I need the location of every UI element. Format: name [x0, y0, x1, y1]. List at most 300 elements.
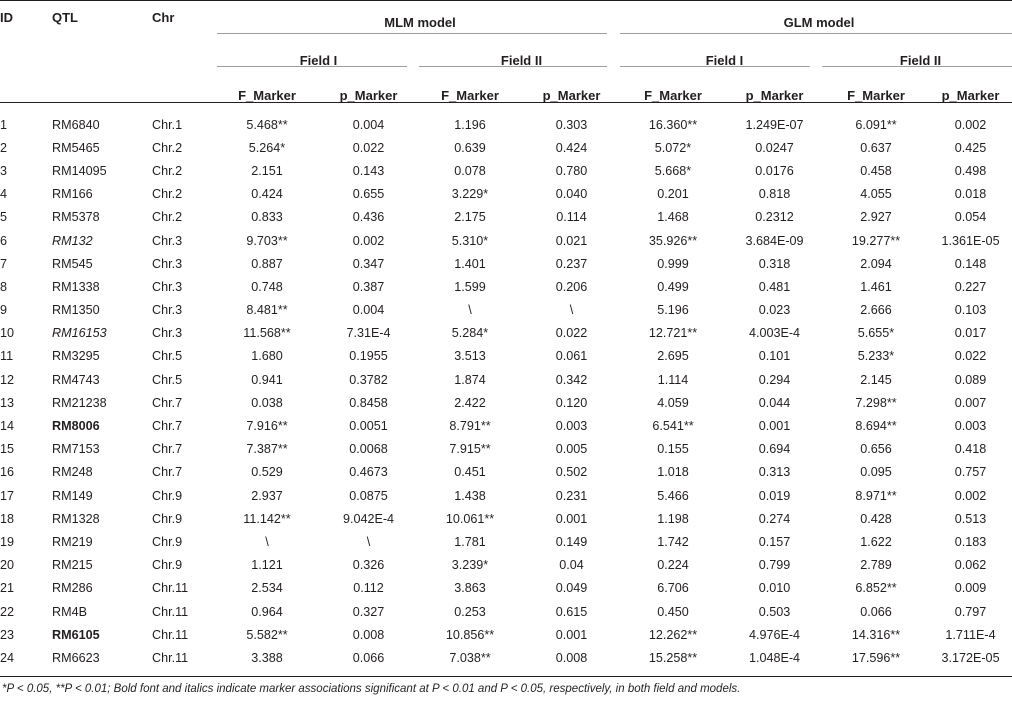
- cell-mlm-f1-p-marker: 0.002: [352, 233, 385, 248]
- cell-mlm-f2-p-marker: 0.206: [555, 279, 588, 294]
- cell-mlm-f1-f-marker: 0.941: [251, 372, 283, 387]
- cell-mlm-f1-p-marker: 0.655: [352, 187, 385, 202]
- cell-glm-f1-p-marker: 0.0176: [755, 163, 794, 178]
- cell-glm-f1-p-marker: 0.274: [758, 511, 791, 526]
- cell-id: 16: [0, 465, 15, 480]
- cell-chr: Chr.2: [152, 163, 183, 178]
- cell-id: 2: [0, 140, 8, 155]
- table-row: [0, 368, 1012, 391]
- cell-qtl: RM286: [52, 581, 93, 596]
- header-bottom-rule: [0, 102, 1012, 103]
- cell-glm-f2-f-marker: 17.596**: [851, 650, 901, 665]
- cell-mlm-f1-f-marker: 11.142**: [243, 511, 291, 526]
- cell-id: 8: [0, 279, 8, 294]
- cell-mlm-f1-p-marker: 0.004: [352, 303, 385, 318]
- cell-glm-f1-p-marker: 0.044: [758, 395, 791, 410]
- cell-mlm-f1-p-marker: 0.0068: [349, 442, 388, 457]
- cell-chr: Chr.9: [152, 534, 183, 549]
- cell-qtl: RM545: [52, 256, 93, 271]
- table-row: [0, 438, 1012, 461]
- cell-mlm-f1-f-marker: 2.937: [251, 488, 283, 503]
- cell-mlm-f2-f-marker: 1.874: [454, 372, 486, 387]
- cell-glm-f1-f-marker: 5.196: [657, 303, 689, 318]
- cell-glm-f2-p-marker: 0.498: [954, 163, 987, 178]
- cell-chr: Chr.5: [152, 372, 183, 387]
- cell-mlm-f2-f-marker: 3.513: [454, 349, 486, 364]
- cell-glm-f1-f-marker: 6.706: [657, 581, 689, 596]
- cell-glm-f2-p-marker: 0.054: [954, 210, 987, 225]
- cell-glm-f2-f-marker: 2.094: [860, 256, 892, 271]
- table-row: [0, 275, 1012, 298]
- cell-glm-f2-f-marker: 8.694**: [855, 419, 897, 434]
- cell-glm-f2-f-marker: 5.233*: [857, 349, 895, 364]
- footnote: *P < 0.05, **P < 0.01; Bold font and italics indicate marker associations significant at P < 0.01 and P < 0.05, respectively, in both field and models.: [2, 683, 741, 695]
- cell-mlm-f1-f-marker: 0.529: [251, 465, 283, 480]
- cell-id: 10: [0, 326, 15, 341]
- cell-mlm-f1-f-marker: 0.424: [251, 187, 283, 202]
- cell-mlm-f1-f-marker: 2.534: [251, 581, 283, 596]
- cell-mlm-f1-p-marker: 7.31E-4: [346, 326, 391, 341]
- header-p-marker: p_Marker: [542, 87, 601, 103]
- cell-mlm-f1-p-marker: 0.0875: [349, 488, 388, 503]
- cell-chr: Chr.7: [152, 442, 183, 457]
- cell-mlm-f2-p-marker: \: [569, 303, 574, 318]
- cell-id: 12: [0, 372, 15, 387]
- cell-id: 15: [0, 442, 15, 457]
- cell-glm-f1-p-marker: 0.2312: [755, 210, 794, 225]
- cell-glm-f2-f-marker: 6.091**: [855, 117, 897, 132]
- cell-qtl: RM5378: [52, 210, 100, 225]
- table-row: [0, 623, 1012, 646]
- table-row: [0, 391, 1012, 414]
- cell-glm-f1-f-marker: 15.258**: [648, 650, 698, 665]
- cell-mlm-f1-f-marker: 1.121: [251, 558, 283, 573]
- cell-id: 9: [0, 303, 8, 318]
- cell-glm-f2-p-marker: 0.089: [954, 372, 987, 387]
- header-p-marker: p_Marker: [339, 87, 398, 103]
- header-f-marker: F_Marker: [644, 87, 702, 103]
- glm-field1-underline: [620, 66, 810, 67]
- cell-mlm-f2-p-marker: 0.040: [555, 187, 588, 202]
- cell-glm-f2-p-marker: 0.418: [954, 442, 987, 457]
- cell-mlm-f2-p-marker: 0.615: [555, 604, 588, 619]
- cell-glm-f2-f-marker: 0.458: [860, 163, 892, 178]
- header-f-marker: F_Marker: [238, 87, 296, 103]
- header-mlm-field-1: Field I: [299, 53, 338, 68]
- cell-glm-f1-p-marker: 0.481: [758, 279, 791, 294]
- table-row: [0, 206, 1012, 229]
- cell-glm-f2-p-marker: 0.002: [954, 488, 987, 503]
- cell-glm-f1-p-marker: 0.313: [758, 465, 791, 480]
- header-glm-model: GLM model: [783, 14, 855, 30]
- top-rule: [0, 0, 1012, 1]
- cell-chr: Chr.3: [152, 233, 183, 248]
- cell-chr: Chr.7: [152, 395, 183, 410]
- table-row: [0, 484, 1012, 507]
- cell-glm-f2-f-marker: 8.971**: [855, 488, 897, 503]
- cell-glm-f1-f-marker: 12.262**: [648, 627, 698, 642]
- header-f-marker: F_Marker: [847, 87, 905, 103]
- cell-id: 20: [0, 558, 15, 573]
- cell-glm-f1-f-marker: 2.695: [657, 349, 689, 364]
- cell-glm-f2-p-marker: 0.017: [954, 326, 987, 341]
- cell-id: 18: [0, 511, 15, 526]
- cell-mlm-f2-p-marker: 0.502: [555, 465, 588, 480]
- cell-mlm-f1-p-marker: 0.436: [352, 210, 385, 225]
- cell-id: 17: [0, 488, 15, 503]
- cell-mlm-f1-f-marker: 0.833: [251, 210, 283, 225]
- cell-mlm-f2-f-marker: 10.856**: [445, 627, 495, 642]
- cell-chr: Chr.3: [152, 256, 183, 271]
- table-row: [0, 554, 1012, 577]
- cell-id: 24: [0, 650, 15, 665]
- cell-qtl: RM5465: [52, 140, 100, 155]
- cell-qtl: RM14095: [52, 163, 107, 178]
- table-row: [0, 252, 1012, 275]
- cell-mlm-f1-f-marker: 7.387**: [246, 442, 288, 457]
- cell-glm-f2-f-marker: 0.066: [860, 604, 892, 619]
- cell-mlm-f1-p-marker: 0.112: [353, 581, 384, 596]
- cell-mlm-f1-p-marker: 0.3782: [349, 372, 388, 387]
- cell-mlm-f2-p-marker: 0.049: [555, 581, 588, 596]
- cell-mlm-f1-p-marker: 0.4673: [349, 465, 388, 480]
- cell-glm-f2-p-marker: 0.007: [954, 395, 987, 410]
- cell-glm-f2-p-marker: 1.711E-4: [945, 627, 996, 642]
- cell-mlm-f2-f-marker: 0.451: [454, 465, 486, 480]
- cell-qtl: RM6623: [52, 650, 100, 665]
- cell-glm-f2-f-marker: 0.637: [860, 140, 892, 155]
- cell-qtl: RM1338: [52, 279, 100, 294]
- cell-mlm-f2-f-marker: 0.078: [454, 163, 486, 178]
- cell-qtl: RM6840: [52, 117, 100, 132]
- cell-mlm-f2-p-marker: 0.424: [555, 140, 588, 155]
- cell-id: 6: [0, 233, 8, 248]
- cell-mlm-f1-p-marker: 0.143: [352, 163, 385, 178]
- cell-mlm-f1-f-marker: 1.680: [251, 349, 283, 364]
- cell-chr: Chr.7: [152, 419, 183, 434]
- cell-mlm-f1-f-marker: 0.964: [251, 604, 283, 619]
- cell-glm-f1-p-marker: 1.249E-07: [745, 117, 804, 132]
- cell-glm-f2-f-marker: 4.055: [860, 187, 892, 202]
- cell-mlm-f2-f-marker: 1.438: [454, 488, 486, 503]
- cell-mlm-f2-f-marker: 2.175: [454, 210, 486, 225]
- cell-glm-f1-p-marker: 0.023: [758, 303, 791, 318]
- cell-glm-f1-f-marker: 6.541**: [652, 419, 694, 434]
- cell-mlm-f2-p-marker: 0.003: [555, 419, 588, 434]
- cell-glm-f2-f-marker: 14.316**: [851, 627, 901, 642]
- cell-glm-f1-p-marker: 0.294: [758, 372, 791, 387]
- cell-id: 7: [0, 256, 8, 271]
- cell-qtl: RM8006: [52, 419, 100, 434]
- header-chr: Chr: [152, 10, 175, 25]
- cell-mlm-f2-p-marker: 0.061: [555, 349, 588, 364]
- cell-mlm-f2-p-marker: 0.022: [555, 326, 588, 341]
- cell-glm-f2-f-marker: 1.461: [860, 279, 892, 294]
- cell-mlm-f1-p-marker: 0.0051: [349, 419, 388, 434]
- table-row: [0, 159, 1012, 182]
- header-mlm-field-2: Field II: [500, 53, 543, 68]
- cell-glm-f1-f-marker: 5.668*: [654, 163, 692, 178]
- cell-glm-f2-p-marker: 0.148: [954, 256, 987, 271]
- cell-mlm-f1-f-marker: 0.887: [251, 256, 283, 271]
- cell-glm-f1-f-marker: 16.360**: [648, 117, 698, 132]
- cell-mlm-f2-f-marker: 1.599: [454, 279, 486, 294]
- cell-glm-f1-f-marker: 0.201: [657, 187, 689, 202]
- cell-chr: Chr.1: [152, 117, 183, 132]
- cell-mlm-f2-p-marker: 0.008: [555, 650, 588, 665]
- cell-chr: Chr.7: [152, 465, 183, 480]
- cell-id: 3: [0, 163, 8, 178]
- table-row: [0, 299, 1012, 322]
- cell-glm-f1-p-marker: 0.019: [758, 488, 791, 503]
- cell-glm-f2-f-marker: 6.852**: [855, 581, 897, 596]
- cell-mlm-f1-f-marker: 5.264*: [248, 140, 286, 155]
- cell-glm-f2-p-marker: 0.062: [954, 558, 987, 573]
- cell-mlm-f2-p-marker: 0.342: [555, 372, 588, 387]
- cell-glm-f2-p-marker: 0.425: [954, 140, 987, 155]
- cell-mlm-f2-f-marker: 5.310*: [451, 233, 489, 248]
- cell-id: 1: [0, 117, 8, 132]
- cell-chr: Chr.11: [152, 627, 189, 642]
- cell-mlm-f2-p-marker: 0.005: [555, 442, 588, 457]
- cell-glm-f1-p-marker: 0.0247: [755, 140, 794, 155]
- cell-chr: Chr.9: [152, 558, 183, 573]
- cell-glm-f2-f-marker: 2.927: [860, 210, 892, 225]
- cell-chr: Chr.9: [152, 511, 183, 526]
- cell-qtl: RM3295: [52, 349, 100, 364]
- cell-id: 19: [0, 534, 15, 549]
- mlm-field2-underline: [419, 66, 607, 67]
- cell-mlm-f1-p-marker: 0.066: [352, 650, 385, 665]
- cell-mlm-f1-p-marker: 0.387: [352, 279, 385, 294]
- cell-glm-f1-f-marker: 1.742: [657, 534, 689, 549]
- cell-glm-f2-p-marker: 1.361E-05: [941, 233, 1000, 248]
- cell-glm-f1-f-marker: 0.450: [657, 604, 689, 619]
- table-row: [0, 577, 1012, 600]
- cell-glm-f1-f-marker: 0.999: [657, 256, 689, 271]
- cell-mlm-f1-f-marker: 8.481**: [246, 303, 288, 318]
- cell-mlm-f2-p-marker: 0.114: [556, 210, 587, 225]
- table-row: [0, 461, 1012, 484]
- cell-mlm-f1-p-marker: 0.347: [352, 256, 385, 271]
- cell-id: 13: [0, 395, 15, 410]
- cell-glm-f2-f-marker: 2.666: [860, 303, 892, 318]
- cell-glm-f2-p-marker: 0.513: [954, 511, 987, 526]
- cell-glm-f1-f-marker: 0.224: [657, 558, 689, 573]
- header-glm-field-2: Field II: [899, 53, 942, 68]
- cell-glm-f2-p-marker: 0.757: [954, 465, 987, 480]
- cell-mlm-f2-p-marker: 0.780: [555, 163, 588, 178]
- table-row: [0, 600, 1012, 623]
- cell-mlm-f2-p-marker: 0.303: [555, 117, 588, 132]
- cell-mlm-f2-f-marker: 7.038**: [449, 650, 491, 665]
- table-row: [0, 414, 1012, 437]
- cell-id: 11: [0, 349, 14, 364]
- table-row: [0, 530, 1012, 553]
- cell-mlm-f1-p-marker: 0.327: [352, 604, 385, 619]
- cell-glm-f2-f-marker: 7.298**: [855, 395, 897, 410]
- cell-chr: Chr.11: [152, 581, 189, 596]
- cell-glm-f2-f-marker: 5.655*: [857, 326, 895, 341]
- cell-glm-f2-f-marker: 0.095: [860, 465, 892, 480]
- cell-mlm-f2-p-marker: 0.04: [559, 558, 584, 573]
- cell-mlm-f2-p-marker: 0.001: [555, 627, 588, 642]
- cell-qtl: RM149: [52, 488, 93, 503]
- cell-glm-f1-p-marker: 0.694: [758, 442, 791, 457]
- table-row: [0, 183, 1012, 206]
- cell-glm-f1-p-marker: 4.976E-4: [748, 627, 801, 642]
- table-body: [0, 113, 1012, 670]
- cell-glm-f2-p-marker: 0.018: [954, 187, 987, 202]
- table-row: [0, 345, 1012, 368]
- header-p-marker: p_Marker: [941, 87, 1000, 103]
- cell-mlm-f2-f-marker: 8.791**: [449, 419, 491, 434]
- glm-field2-underline: [822, 66, 1012, 67]
- cell-qtl: RM7153: [52, 442, 100, 457]
- cell-glm-f1-f-marker: 4.059: [657, 395, 689, 410]
- cell-id: 22: [0, 604, 15, 619]
- mlm-field1-underline: [217, 66, 407, 67]
- cell-glm-f1-f-marker: 0.155: [657, 442, 689, 457]
- cell-mlm-f1-f-marker: \: [265, 534, 269, 549]
- cell-glm-f2-p-marker: 0.009: [954, 581, 987, 596]
- cell-glm-f1-p-marker: 3.684E-09: [745, 233, 804, 248]
- cell-glm-f1-p-marker: 0.799: [758, 558, 791, 573]
- cell-glm-f2-f-marker: 2.145: [860, 372, 892, 387]
- header-qtl: QTL: [52, 10, 78, 25]
- cell-qtl: RM4743: [52, 372, 100, 387]
- cell-id: 23: [0, 627, 15, 642]
- cell-glm-f2-p-marker: 0.227: [954, 279, 987, 294]
- mlm-underline: [217, 33, 607, 34]
- cell-mlm-f1-p-marker: 0.1955: [349, 349, 388, 364]
- table-row: [0, 113, 1012, 136]
- cell-id: 4: [0, 187, 8, 202]
- cell-glm-f1-p-marker: 0.318: [758, 256, 791, 271]
- cell-mlm-f2-f-marker: 2.422: [454, 395, 486, 410]
- cell-mlm-f2-p-marker: 0.021: [555, 233, 588, 248]
- cell-qtl: RM215: [52, 558, 93, 573]
- cell-glm-f1-f-marker: 1.114: [657, 372, 689, 387]
- cell-mlm-f2-f-marker: 3.239*: [451, 558, 489, 573]
- cell-glm-f1-f-marker: 1.198: [657, 511, 689, 526]
- cell-qtl: RM248: [52, 465, 93, 480]
- cell-qtl: RM219: [52, 534, 93, 549]
- table-bottom-rule: [0, 676, 1012, 677]
- cell-mlm-f2-p-marker: 0.149: [555, 534, 588, 549]
- cell-qtl: RM4B: [52, 604, 87, 619]
- header-id: ID: [0, 10, 13, 25]
- cell-glm-f1-p-marker: 0.503: [758, 604, 791, 619]
- cell-qtl: RM21238: [52, 395, 107, 410]
- cell-glm-f1-p-marker: 1.048E-4: [748, 650, 801, 665]
- cell-mlm-f2-f-marker: 3.863: [454, 581, 486, 596]
- cell-mlm-f1-f-marker: 0.038: [251, 395, 283, 410]
- table-row: [0, 322, 1012, 345]
- cell-chr: Chr.3: [152, 326, 183, 341]
- cell-mlm-f2-f-marker: 7.915**: [449, 442, 491, 457]
- table-header: [0, 0, 1012, 113]
- cell-chr: Chr.11: [152, 650, 189, 665]
- cell-chr: Chr.5: [152, 349, 183, 364]
- cell-glm-f2-f-marker: 19.277**: [851, 233, 901, 248]
- cell-glm-f2-p-marker: 0.183: [954, 534, 987, 549]
- cell-mlm-f2-p-marker: 0.001: [555, 511, 588, 526]
- cell-chr: Chr.2: [152, 140, 183, 155]
- cell-mlm-f2-f-marker: \: [468, 303, 472, 318]
- cell-mlm-f2-f-marker: 10.061**: [445, 511, 495, 526]
- cell-mlm-f1-f-marker: 9.703**: [246, 233, 288, 248]
- cell-glm-f1-p-marker: 4.003E-4: [748, 326, 801, 341]
- cell-mlm-f1-f-marker: 11.568**: [243, 326, 291, 341]
- cell-chr: Chr.2: [152, 187, 183, 202]
- cell-mlm-f1-f-marker: 5.468**: [246, 117, 288, 132]
- cell-mlm-f2-p-marker: 0.237: [555, 256, 588, 271]
- cell-mlm-f2-f-marker: 5.284*: [451, 326, 489, 341]
- table-row: [0, 507, 1012, 530]
- cell-glm-f1-f-marker: 12.721**: [648, 326, 698, 341]
- cell-mlm-f2-f-marker: 1.196: [454, 117, 486, 132]
- cell-mlm-f1-p-marker: 0.022: [352, 140, 385, 155]
- cell-mlm-f1-f-marker: 5.582**: [246, 627, 288, 642]
- cell-qtl: RM1328: [52, 511, 100, 526]
- cell-glm-f1-f-marker: 35.926**: [648, 233, 698, 248]
- cell-mlm-f1-p-marker: 0.8458: [349, 395, 388, 410]
- cell-glm-f2-f-marker: 1.622: [860, 534, 892, 549]
- header-f-marker: F_Marker: [441, 87, 499, 103]
- cell-id: 5: [0, 210, 8, 225]
- cell-mlm-f2-p-marker: 0.120: [555, 395, 588, 410]
- table-row: [0, 646, 1012, 669]
- cell-glm-f2-p-marker: 0.103: [954, 303, 987, 318]
- cell-glm-f1-f-marker: 5.072*: [654, 140, 692, 155]
- header-mlm-model: MLM model: [384, 14, 456, 30]
- cell-mlm-f2-f-marker: 0.639: [454, 140, 486, 155]
- cell-glm-f1-f-marker: 1.018: [657, 465, 689, 480]
- cell-mlm-f1-f-marker: 2.151: [251, 163, 283, 178]
- cell-id: 14: [0, 419, 15, 434]
- cell-qtl: RM1350: [52, 303, 100, 318]
- cell-glm-f2-p-marker: 0.022: [954, 349, 987, 364]
- cell-chr: Chr.2: [152, 210, 183, 225]
- cell-glm-f2-f-marker: 0.656: [860, 442, 892, 457]
- cell-glm-f2-p-marker: 3.172E-05: [941, 650, 1000, 665]
- cell-glm-f1-p-marker: 0.157: [758, 534, 791, 549]
- cell-mlm-f1-p-marker: \: [366, 534, 371, 549]
- cell-mlm-f1-f-marker: 3.388: [251, 650, 283, 665]
- cell-qtl: RM6105: [52, 627, 100, 642]
- cell-mlm-f2-f-marker: 3.229*: [451, 187, 489, 202]
- table-row: [0, 229, 1012, 252]
- header-glm-field-1: Field I: [705, 53, 744, 68]
- header-p-marker: p_Marker: [745, 87, 804, 103]
- cell-glm-f2-f-marker: 0.428: [860, 511, 892, 526]
- cell-qtl: RM166: [52, 187, 93, 202]
- cell-mlm-f2-p-marker: 0.231: [555, 488, 588, 503]
- table-row: [0, 136, 1012, 159]
- cell-glm-f1-p-marker: 0.001: [758, 419, 791, 434]
- cell-glm-f1-p-marker: 0.818: [758, 187, 791, 202]
- cell-mlm-f1-p-marker: 0.004: [352, 117, 385, 132]
- cell-mlm-f1-f-marker: 7.916**: [246, 419, 288, 434]
- cell-mlm-f1-f-marker: 0.748: [251, 279, 283, 294]
- cell-qtl: RM16153: [52, 326, 107, 341]
- cell-id: 21: [0, 581, 15, 596]
- cell-mlm-f1-p-marker: 0.008: [352, 627, 385, 642]
- cell-mlm-f2-f-marker: 1.401: [454, 256, 486, 271]
- cell-mlm-f2-f-marker: 1.781: [454, 534, 486, 549]
- cell-mlm-f1-p-marker: 0.326: [352, 558, 385, 573]
